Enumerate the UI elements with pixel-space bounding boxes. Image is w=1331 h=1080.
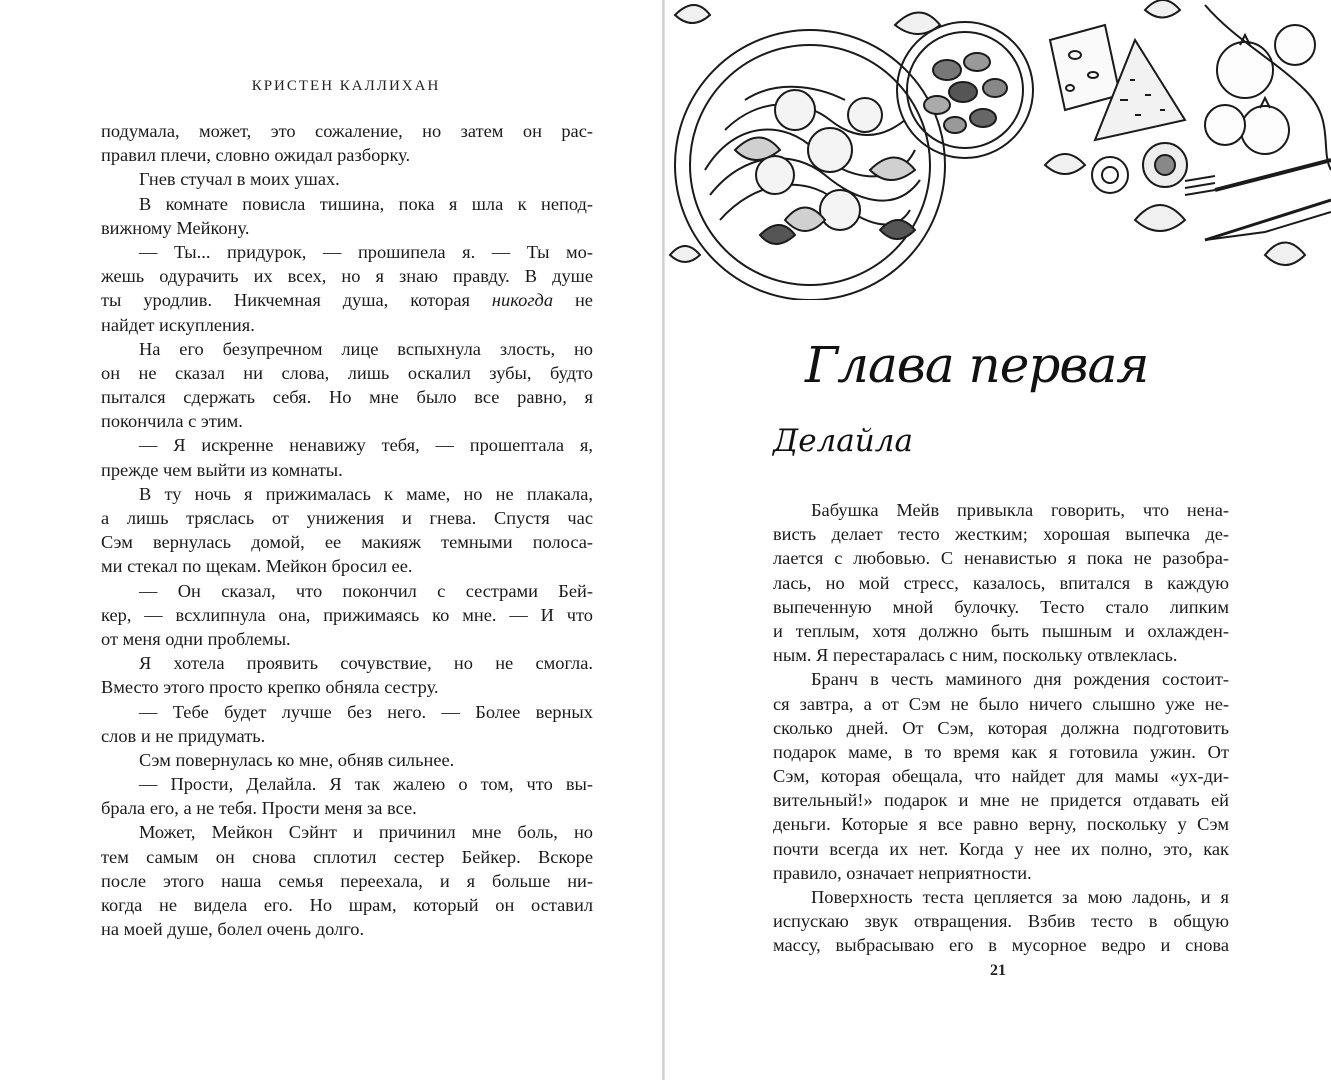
chapter-title: Глава первая <box>805 336 1149 394</box>
text-line: — Я искренне ненавижу тебя, — прошептала я, <box>139 435 593 456</box>
text-line: тем самым он снова сплотил сестер Бейкер. Вскоре <box>101 846 593 867</box>
text-line: — Он сказал, что покончил с сестрами Бей- <box>139 580 593 601</box>
text-line: лась, но мой стресс, казалось, впитался в каждую <box>773 572 1229 593</box>
pasta-plate-icon <box>675 30 945 300</box>
chapter-subtitle: Делайла <box>773 423 913 459</box>
text-line <box>101 288 593 312</box>
text-line: Поверхность теста цепляется за мою ладонь, и я <box>811 887 1229 907</box>
text-line: ся завтра, а от Сэм не было ничего слышно уже не- <box>773 693 1229 714</box>
text-segment: ты уродлив. Никчемная душа, которая <box>101 290 470 311</box>
text-line: сколько дней. От Сэм, которая должна подготовить <box>773 717 1229 738</box>
text-line: прежде чем выйти из комнаты. <box>101 459 343 480</box>
cutlery-icon <box>1185 160 1331 240</box>
text-line: испускаю звук отвращения. Взбив тесто в общую <box>773 911 1229 932</box>
left-page-body <box>101 119 593 941</box>
text-line: Может, Мейкон Сэйнт и причинил мне боль, но <box>139 822 593 843</box>
text-line: На его безупречном лице вспыхнула злость, но <box>139 338 593 359</box>
text-line: он не сказал ни слова, лишь оскалил зубы, будто <box>101 362 593 383</box>
text-line: на моей душе, болел очень долго. <box>101 919 365 940</box>
text-line: пытался сдержать себя. Но мне было все равно, я <box>101 387 593 408</box>
text-line: Я хотела проявить сочувствие, но не смогла. <box>139 653 593 674</box>
text-line: после этого наша семья переехала, и я больше ни- <box>101 870 593 891</box>
running-head: КРИСТЕН КАЛЛИХАН <box>251 78 441 94</box>
text-line: — Тебе будет лучше без него. — Более верных <box>139 701 593 722</box>
text-line: выпеченную мной булочку. Тесто стало липким <box>773 596 1229 617</box>
text-line: подумала, может, это сожаление, но затем он рас- <box>101 121 593 141</box>
text-line: Сэм, которая обещала, что найдет для мамы «ух-ди- <box>773 766 1229 787</box>
text-line: — Ты... придурок, — прошипела я. — Ты мо- <box>139 241 593 262</box>
tomato-icon <box>1205 5 1331 170</box>
text-line: — Прости, Делайла. Я так жалею о том, что вы- <box>139 774 593 795</box>
text-line: висть делает тесто жестким; хорошая выпечка де- <box>773 524 1229 545</box>
food-illustration <box>665 0 1331 300</box>
text-line: когда не видела его. Но шрам, который он оставил <box>101 895 593 915</box>
text-line: лается с любовью. С ненавистью я пока не разобра- <box>773 548 1229 569</box>
page-number: 21 <box>990 962 1006 979</box>
text-line: жешь одурачить их всех, но я знаю правду. В душе <box>101 266 593 287</box>
right-page <box>665 0 1331 1080</box>
text-line: Вместо этого просто крепко обняла сестру. <box>101 677 439 698</box>
right-page-body <box>773 498 1229 958</box>
text-line: Сэм вернулась домой, ее макияж темными полоса- <box>101 532 593 553</box>
text-line: деньги. Которые я все равно верну, поскольку у Сэм <box>773 814 1229 835</box>
text-line: Гнев стучал в моих ушах. <box>139 169 340 190</box>
text-line: кер, — всхлипнула она, прижимаясь ко мне. — И что <box>101 604 593 625</box>
italic-word: никогда <box>491 290 554 311</box>
text-line: слов и не придумать. <box>101 725 266 746</box>
left-page <box>0 0 662 1080</box>
text-line: вительный!» подарок и мне не придется отдавать ей <box>773 790 1229 811</box>
text-line: а лишь тряслась от унижения и гнева. Спустя час <box>101 508 593 528</box>
text-line: массу, выбрасываю его в мусорное ведро и снова <box>773 935 1229 956</box>
tomato-slice-icon <box>1092 143 1187 193</box>
text-line: брала его, а не тебя. Прости меня за все. <box>101 798 417 819</box>
text-line: покончила с этим. <box>101 411 243 432</box>
text-line: и теплым, хотя должно быть пышным и охлажден- <box>773 620 1229 641</box>
text-line: ным. Я перестаралась с ним, поскольку отвлеклась. <box>773 645 1178 666</box>
text-line: правило, означает неприятности. <box>773 862 1032 883</box>
text-line: В ту ночь я прижималась к маме, но не плакала, <box>139 483 593 504</box>
text-line: подарок маме, в то время как я готовила ужин. От <box>773 741 1229 762</box>
text-line: почти всегда их нет. Когда у нее их полно, это, как <box>773 838 1229 859</box>
text-line: Бабушка Мейв привыкла говорить, что нена- <box>811 500 1229 520</box>
text-line: ми стекал по щекам. Мейкон бросил ее. <box>101 556 413 577</box>
text-line: от меня одни проблемы. <box>101 628 291 649</box>
text-line: правил плечи, словно ожидал разборку. <box>101 145 411 166</box>
text-line: найдет искупления. <box>101 314 255 335</box>
cheese-icon <box>1050 25 1185 140</box>
olive-bowl-icon <box>897 22 1033 158</box>
text-line: Сэм повернулась ко мне, обняв сильнее. <box>139 749 455 770</box>
text-line: Бранч в честь маминого дня рождения состоит- <box>811 669 1229 690</box>
text-line: вижному Мейкону. <box>101 217 250 238</box>
text-segment: не <box>574 290 593 311</box>
text-line: В комнате повисла тишина, пока я шла к непод- <box>139 193 593 214</box>
